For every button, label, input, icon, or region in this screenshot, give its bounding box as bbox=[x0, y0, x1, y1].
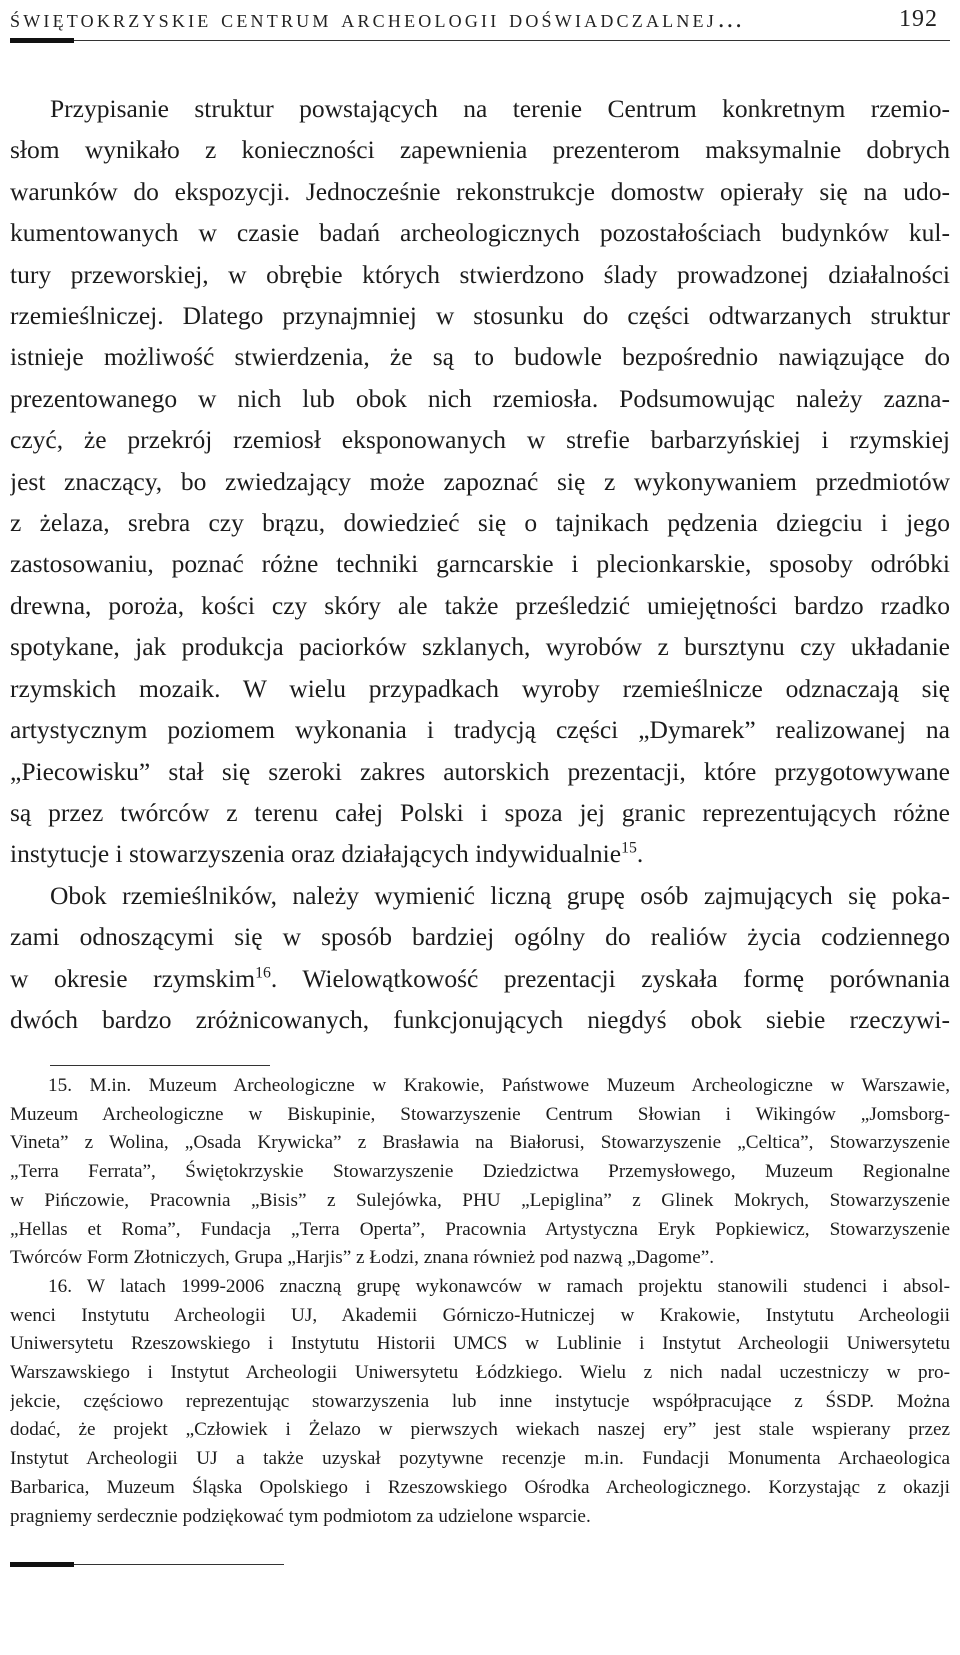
header-rule bbox=[74, 40, 950, 41]
running-header bbox=[10, 4, 950, 36]
header-rule-accent bbox=[10, 38, 74, 43]
footnote-line: Vineta” z Wolina, „Osada Krywicka” z Brasławia na Białorusi, Stowarzyszenie „Celtica”, Stowarzyszenie bbox=[10, 1132, 950, 1154]
body-line: zami odnoszącymi się w sposób bardziej ogólny do realiów życia codziennego bbox=[10, 922, 950, 952]
body-line-text: w okresie rzymskim bbox=[10, 963, 256, 993]
body-line: z żelaza, srebra czy brązu, dowiedzieć się o tajnikach pędzenia dziegciu i jego bbox=[10, 508, 950, 538]
running-header-title: świętokrzyskie centrum archeologii doświadczalnej… bbox=[10, 4, 747, 33]
bottom-rule-accent bbox=[10, 1562, 74, 1567]
paragraph-1 bbox=[10, 88, 950, 875]
page-number: 192 bbox=[899, 6, 938, 32]
footnote-separator bbox=[50, 1065, 270, 1066]
footnote-line: wenci Instytutu Archeologii UJ, Akademii Górniczo-Hutniczej w Krakowie, Instytutu Archeologii bbox=[10, 1304, 950, 1326]
footnote-line: Muzeum Archeologiczne w Biskupinie, Stowarzyszenie Centrum Słowian i Wikingów „Jomsborg- bbox=[10, 1103, 950, 1125]
body-line: drewna, poroża, kości czy skóry ale także prześledzić umiejętności bardzo rzadko bbox=[10, 590, 950, 620]
body-line: Obok rzemieślników, należy wymienić liczną grupę osób zajmujących się poka- bbox=[50, 880, 950, 910]
footnote-line: 16. W latach 1999-2006 znaczną grupę wykonawców w ramach projektu stanowili studenci i absol- bbox=[48, 1275, 950, 1297]
footnote-ref-15[interactable]: 15 bbox=[621, 839, 637, 857]
footnotes bbox=[10, 1072, 950, 1531]
body-line-text: instytucje i stowarzyszenia oraz działających indywidualnie bbox=[10, 839, 622, 869]
body-line: rzymskich mozaik. W wielu przypadkach wyroby rzemieślnicze odznaczają się bbox=[10, 673, 950, 703]
footnote-line: Barbarica, Muzeum Śląska Opolskiego i Rzeszowskiego Ośrodka Archeologicznego. Korzystając z okazji bbox=[10, 1476, 950, 1498]
footnote-line: Twórców Form Złotniczych, Grupa „Harjis” z Łodzi, znana również pod nazwą „Dagome”. bbox=[10, 1247, 715, 1269]
body-line: artystycznym poziomem wykonania i tradycją części „Dymarek” realizowanej na bbox=[10, 715, 950, 745]
footnote-line: jekcie, częściowo reprezentując stowarzyszenia lub inne instytucje współpracujące z ŚSDP. Można bbox=[10, 1390, 950, 1412]
body-line: słom wynikało z konieczności zapewnienia prezenterom maksymalnie dobrych bbox=[10, 135, 950, 165]
footnote-line: „Terra Ferrata”, Świętokrzyskie Stowarzyszenie Dziedzictwa Przemysłowego, Muzeum Regionalne bbox=[10, 1161, 950, 1183]
footnote-line: 15. M.in. Muzeum Archeologiczne w Krakowie, Państwowe Muzeum Archeologiczne w Warszawie, bbox=[48, 1075, 950, 1096]
body-line: dwóch bardzo zróżnicowanych, funkcjonujących niegdyś obok siebie rzeczywi- bbox=[10, 1004, 950, 1034]
footnote-line: Instytut Archeologii UJ a także uzyskał pozytywne recenzje m.in. Fundacji Monumenta Archaeologica bbox=[10, 1448, 950, 1470]
body-line: jest znaczący, bo zwiedzający może zapoznać się z wykonywaniem przedmiotów bbox=[10, 466, 950, 496]
body-line bbox=[10, 833, 950, 874]
footnote-ref-16[interactable]: 16 bbox=[255, 964, 271, 982]
footnote-line: pragniemy serdecznie podziękować tym podmiotom za udzielone wsparcie. bbox=[10, 1505, 591, 1527]
bottom-rule bbox=[74, 1564, 284, 1565]
footnote-line: Warszawskiego i Instytut Archeologii Uniwersytetu Łódzkiego. Wielu z nich nadal uczestniczy w pro- bbox=[10, 1362, 950, 1384]
body-line: czyć, że przekrój rzemiosł eksponowanych w strefie barbarzyńskiej i rzymskiej bbox=[10, 425, 950, 455]
body-line: tury przeworskiej, w obrębie których stwierdzono ślady prowadzonej działalności bbox=[10, 259, 950, 289]
body-line: rzemieślniczej. Dlatego przynajmniej w stosunku do części odtwarzanych struktur bbox=[10, 301, 950, 331]
footnote-15 bbox=[10, 1072, 950, 1273]
footnote-line: dodać, że projekt „Człowiek i Żelazo w pierwszych wiekach naszej ery” jest stale wspierany przez bbox=[10, 1419, 950, 1441]
body-line-text: . Wielowątkowość prezentacji zyskała formę porównania bbox=[270, 963, 950, 993]
footnote-line: w Pińczowie, Pracownia „Bisis” z Sulejówka, PHU „Lepiglina” z Glinek Mokrych, Stowarzyszenie bbox=[10, 1189, 950, 1211]
body-text bbox=[10, 88, 950, 1040]
body-line: „Piecowisku” stał się szeroki zakres autorskich prezentacji, które przygotowywane bbox=[10, 756, 950, 786]
footnote-line: „Hellas et Roma”, Fundacja „Terra Operta”, Pracownia Artystyczna Eryk Popkiewicz, Stowarzyszenie bbox=[10, 1218, 950, 1240]
footnote-16 bbox=[10, 1273, 950, 1531]
body-line: istnieje możliwość stwierdzenia, że są to budowle bezpośrednio nawiązujące do bbox=[10, 342, 950, 372]
body-line: warunków do ekspozycji. Jednocześnie rekonstrukcje domostw opierały się na udo- bbox=[10, 176, 950, 206]
body-line: prezentowanego w nich lub obok nich rzemiosła. Podsumowując należy zazna- bbox=[10, 383, 950, 413]
body-line: zastosowaniu, poznać różne techniki garncarskie i plecionkarskie, sposoby odróbki bbox=[10, 549, 950, 579]
body-line: spotykane, jak produkcja paciorków szklanych, wyrobów z bursztynu czy układanie bbox=[10, 632, 950, 662]
body-line: Przypisanie struktur powstających na terenie Centrum konkretnym rzemio- bbox=[50, 94, 950, 123]
body-line-end: . bbox=[636, 839, 644, 869]
body-line: są przez twórców z terenu całej Polski i spoza jej granic reprezentujących różne bbox=[10, 797, 950, 827]
body-line: kumentowanych w czasie badań archeologicznych pozostałościach budynków kul- bbox=[10, 218, 950, 248]
paragraph-2 bbox=[10, 875, 950, 1041]
footnote-line: Uniwersytetu Rzeszowskiego i Instytutu Historii UMCS w Lublinie i Instytut Archeologii Uniwersytetu bbox=[10, 1333, 950, 1355]
body-line bbox=[10, 958, 950, 999]
